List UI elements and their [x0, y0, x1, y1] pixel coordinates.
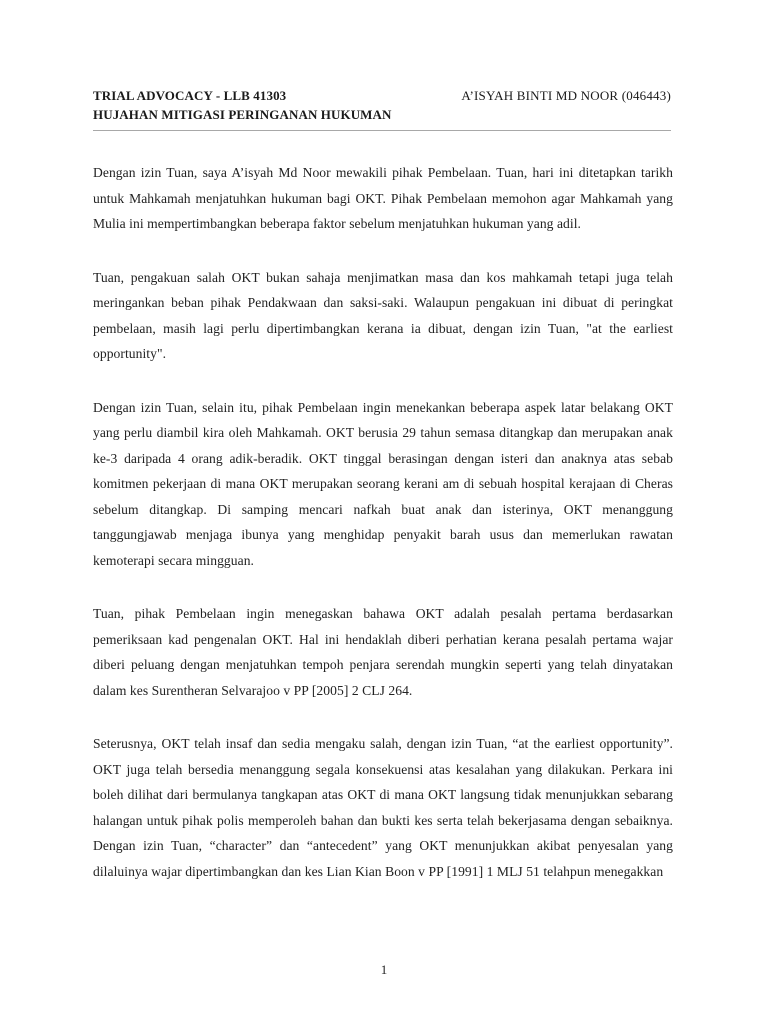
document-header [93, 88, 671, 124]
document-title: HUJAHAN MITIGASI PERINGANAN HUKUMAN [93, 107, 392, 122]
course-title: TRIAL ADVOCACY - LLB 41303 [93, 88, 287, 103]
paragraph-guilty-plea: Tuan, pengakuan salah OKT bukan sahaja menjimatkan masa dan kos mahkamah tetapi juga telah meringankan beban pihak Pendakwaan dan saksi-saki. Walaupun pengakuan ini dibuat di peringkat pembelaan, masih lagi perlu dipertimbangkan kerana ia dibuat, dengan izin Tuan, "at the earliest opportunity". [93, 269, 673, 361]
paragraph-intro: Dengan izin Tuan, saya A’isyah Md Noor mewakili pihak Pembelaan. Tuan, hari ini ditetapkan tarikh untuk Mahkamah menjatuhkan hukuman bagi OKT. Pihak Pembelaan memohon agar Mahkamah yang Mulia ini mempertimbangkan beberapa faktor sebelum menjatuhkan hukuman yang adil. [93, 165, 673, 231]
paragraph-background: Dengan izin Tuan, selain itu, pihak Pembelaan ingin menekankan beberapa aspek latar belakang OKT yang perlu diambil kira oleh Mahkamah. OKT berusia 29 tahun semasa ditangkap dan merupakan anak ke-3 daripada 4 orang adik-beradik. OKT tinggal berasingan dengan isteri dan anaknya atas sebab komitmen pekerjaan di mana OKT merupakan seorang kerani am di sebuah hospital kerajaan di Cheras sebelum ditangkap. Di samping mencari nafkah buat anak dan isterinya, OKT menanggung tanggungjawab menjaga ibunya yang menghidap penyakit barah usus dan memerlukan rawatan kemoterapi secara mingguan. [93, 399, 673, 568]
paragraph-remorse: Seterusnya, OKT telah insaf dan sedia mengaku salah, dengan izin Tuan, “at the earliest opportunity”. OKT juga telah bersedia menanggung segala konsekuensi atas kesalahan yang dilakukan. Perkara ini boleh dilihat dari bermulanya tangkapan atas OKT di mana OKT langsung tidak menunjukkan sebarang halangan untuk pihak polis memperoleh bahan dan bukti kes serta telah bekerjasama dengan sebaiknya. Dengan izin Tuan, “character” dan “antecedent” yang OKT menunjukkan akibat penyesalan yang dilaluinya wajar dipertimbangkan dan kes Lian Kian Boon v PP [1991] 1 MLJ 51 telahpun menegakkan [93, 736, 673, 879]
paragraph-first-offender: Tuan, pihak Pembelaan ingin menegaskan bahawa OKT adalah pesalah pertama berdasarkan pemeriksaan kad pengenalan OKT. Hal ini hendaklah diberi perhatian kerana pesalah pertama wajar diberi peluang dengan menjatuhkan tempoh penjara serendah mungkin seperti yang telah dinyatakan dalam kes Surentheran Selvarajoo v PP [2005] 2 CLJ 264. [93, 606, 673, 698]
author-name: A’ISYAH BINTI MD NOOR (046443) [461, 88, 671, 103]
header-row [93, 88, 671, 106]
page-number: 1 [380, 962, 388, 977]
header-divider [93, 130, 671, 131]
document-body [93, 160, 673, 912]
